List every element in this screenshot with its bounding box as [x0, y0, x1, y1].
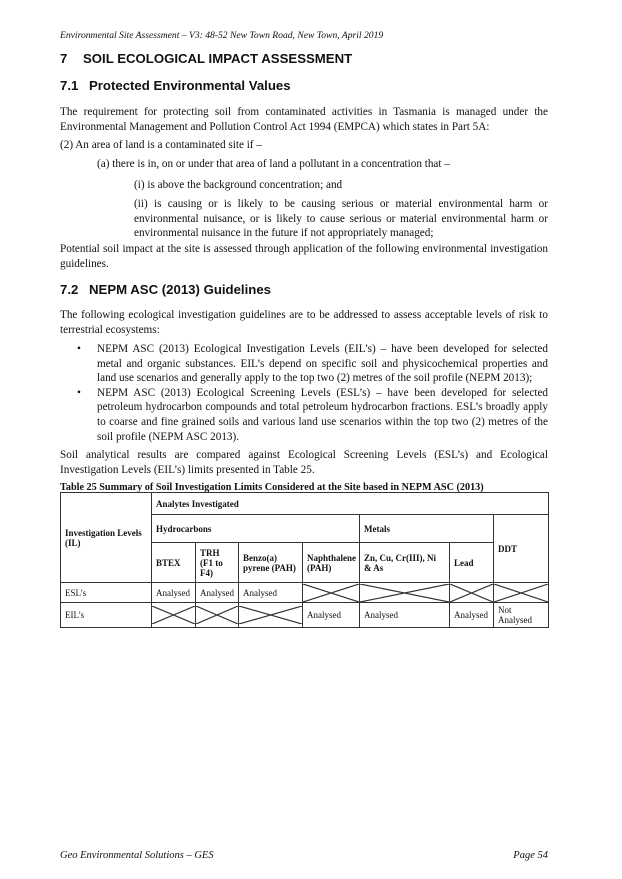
bullet-glyph: •: [77, 343, 81, 355]
row-label-eil: EIL’s: [61, 603, 152, 628]
paragraph-guidelines-intro: The following ecological investigation guidelines are to be addressed to assess acceptable levels of risk to terrestrial ecosystems:: [60, 309, 548, 336]
cross-out-icon: [152, 606, 195, 624]
cell-eil-metals: Analysed: [360, 603, 450, 628]
section-7-1-number: 7.1: [60, 78, 79, 93]
cell-eil-lead: Analysed: [450, 603, 494, 628]
cell-eil-ddt: Not Analysed: [494, 603, 549, 628]
bullet-glyph: •: [77, 386, 81, 399]
cell-not-applicable: [450, 583, 494, 603]
il-header-abbrev: (IL): [65, 537, 81, 548]
section-7-1-title: Protected Environmental Values: [89, 78, 291, 93]
cell-not-applicable: [239, 603, 303, 628]
cell-not-applicable: [152, 603, 196, 628]
col-benzo-pyrene: Benzo(a) pyrene (PAH): [239, 543, 303, 583]
footer-page-number: Page 54: [513, 850, 548, 861]
row-label-esl: ESL’s: [61, 583, 152, 603]
metals-header: Metals: [360, 515, 494, 543]
hydrocarbons-header: Hydrocarbons: [152, 515, 360, 543]
col-trh: TRH (F1 to F4): [196, 543, 239, 583]
analytes-header: Analytes Investigated: [152, 493, 549, 515]
table-caption: Table 25 Summary of Soil Investigation Limits Considered at the Site based in NEPM ASC (2013): [60, 482, 484, 493]
col-btex: BTEX: [152, 543, 196, 583]
section-7-2-title: NEPM ASC (2013) Guidelines: [89, 282, 271, 297]
cross-out-icon: [303, 584, 359, 602]
section-7-heading: [60, 51, 352, 66]
cell-not-applicable: [196, 603, 239, 628]
cross-out-icon: [239, 606, 302, 624]
cell-not-applicable: [360, 583, 450, 603]
cross-out-icon: [196, 606, 238, 624]
cross-out-icon: [494, 584, 548, 602]
section-7-title: SOIL ECOLOGICAL IMPACT ASSESSMENT: [83, 51, 353, 66]
col-lead: Lead: [450, 543, 494, 583]
list-item-text: NEPM ASC (2013) Ecological Investigation Levels (EIL’s) – have been developed for selected metal and organic substances. EIL’s depend on specific soil and physicochemical properties and land use scenarios and generally apply to the top two (2) metres of the soil profile (NEPM 2013);: [97, 343, 548, 385]
footer-company: Geo Environmental Solutions – GES: [60, 850, 214, 861]
list-item: [60, 386, 548, 444]
paragraph-analytical-results: Soil analytical results are compared against Ecological Screening Levels (ESL’s) and Ecological Investigation Levels (EIL’s) limits presented in Table 25.: [60, 449, 548, 476]
quote-environmental-harm: (ii) is causing or is likely to be causing serious or material environmental harm or environmental nuisance, or is likely to cause serious or material environmental harm or environmental nuisance in the future if not appropriately managed;: [134, 198, 548, 240]
paragraph-empca-intro: The requirement for protecting soil from contaminated activities in Tasmania is managed under the Environmental Management and Pollution Control Act 1994 (EMPCA) which states in Part 5A:: [60, 106, 548, 133]
cross-out-icon: [450, 584, 493, 602]
section-7-number: 7: [60, 51, 68, 66]
cell-not-applicable: [303, 583, 360, 603]
il-header-label: Investigation Levels: [65, 527, 142, 538]
quote-pollutant: (a) there is in, on or under that area of land a pollutant in a concentration that –: [97, 158, 450, 170]
running-header: Environmental Site Assessment – V3: 48-52 New Town Road, New Town, April 2019: [60, 30, 384, 41]
col-metals: Zn, Cu, Cr(III), Ni & As: [360, 543, 450, 583]
cell-esl-benzo: Analysed: [239, 583, 303, 603]
cell-not-applicable: [494, 583, 549, 603]
table-row: [61, 603, 549, 628]
quote-background: (i) is above the background concentration; and: [134, 179, 343, 191]
cross-out-icon: [360, 584, 449, 602]
section-7-2-heading: [60, 282, 271, 297]
guidelines-list: [60, 342, 548, 444]
ddt-header: DDT: [494, 515, 549, 583]
list-item-text: NEPM ASC (2013) Ecological Screening Levels (ESL’s) – have been developed for selected petroleum hydrocarbon compounds and total petroleum hydrocarbon fractions. ESL’s broadly apply to coarse and fine grained soils and various land use scenarios within the top two (2) metres of the soil profile (NEPM ASC 2013).: [97, 386, 548, 443]
list-item: [60, 342, 548, 386]
soil-investigation-limits-table: [60, 492, 549, 628]
cell-eil-naphthalene: Analysed: [303, 603, 360, 628]
paragraph-potential-impact: Potential soil impact at the site is assessed through application of the following environmental investigation guidelines.: [60, 243, 548, 270]
section-7-1-heading: [60, 78, 291, 93]
section-7-2-number: 7.2: [60, 282, 79, 297]
investigation-levels-header: [61, 493, 152, 583]
cell-esl-trh: Analysed: [196, 583, 239, 603]
quote-contaminated-site: (2) An area of land is a contaminated site if –: [60, 139, 262, 151]
cell-esl-btex: Analysed: [152, 583, 196, 603]
col-naphthalene: Naphthalene (PAH): [303, 543, 360, 583]
table-row: [61, 583, 549, 603]
